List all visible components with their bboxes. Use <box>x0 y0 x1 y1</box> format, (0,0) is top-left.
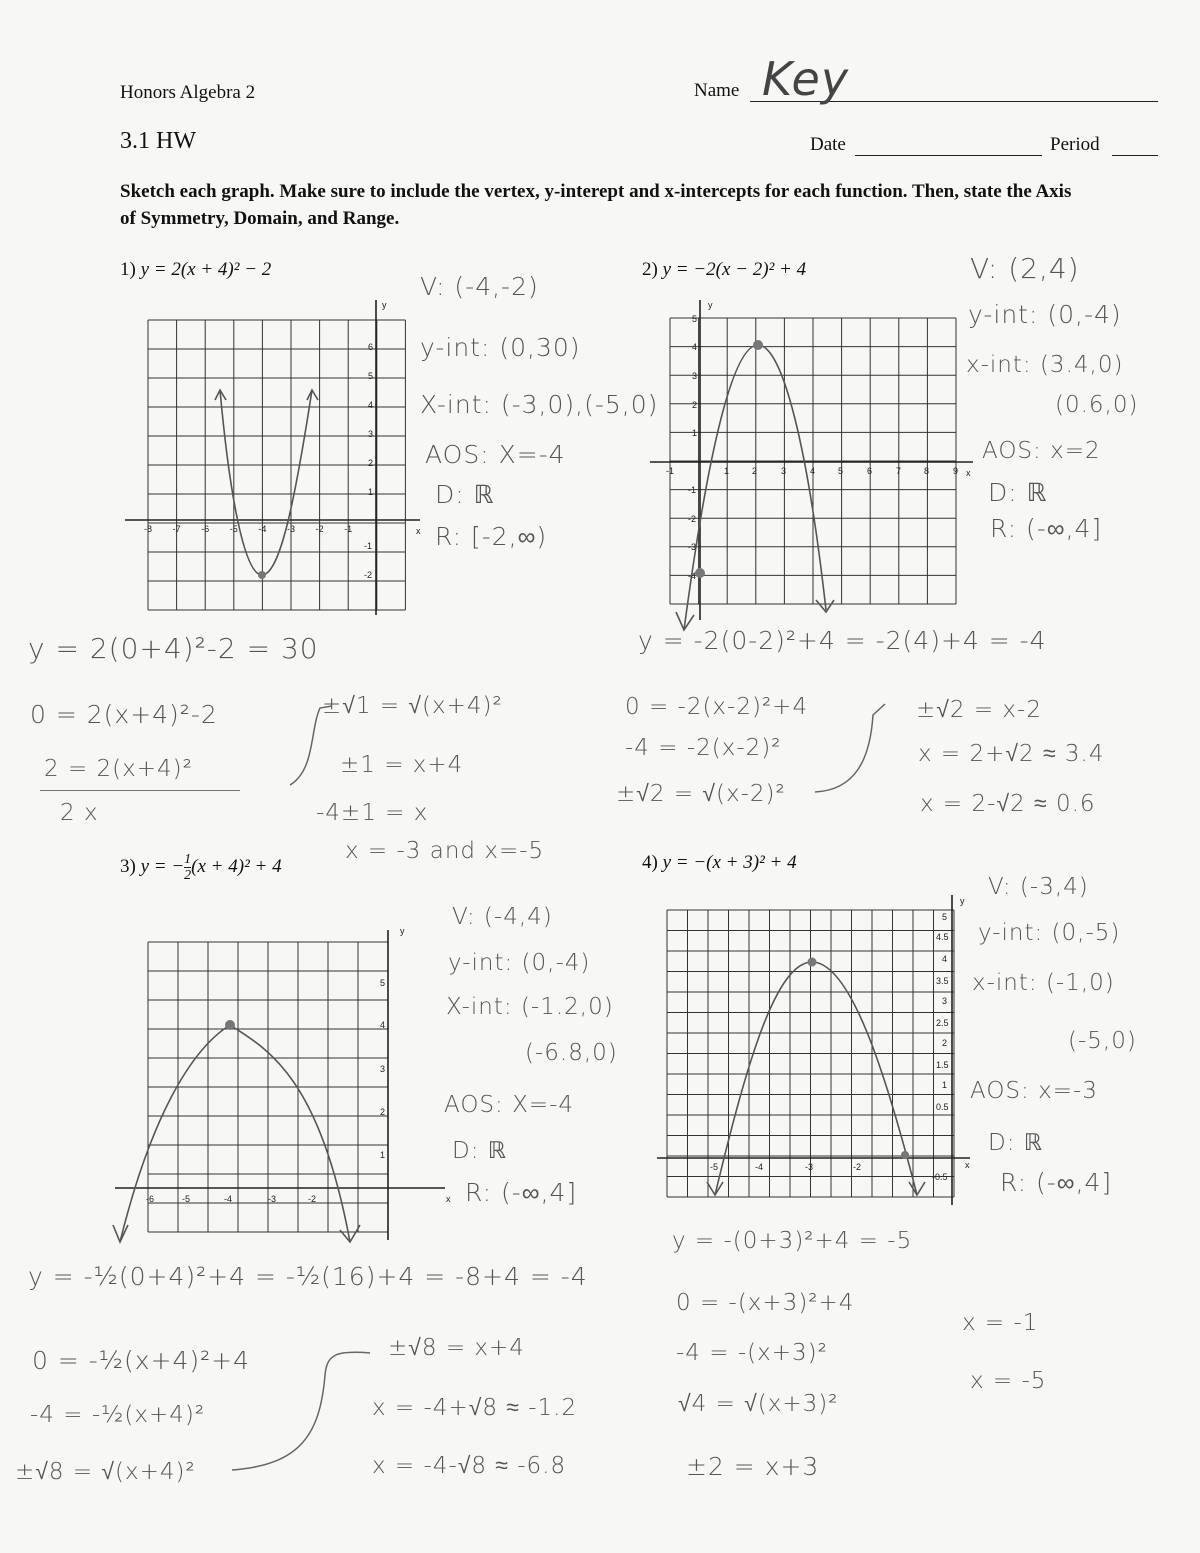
tick-label: 2 <box>942 1038 948 1048</box>
p2-x-intercept-2: (0.6,0) <box>1055 392 1139 418</box>
p4-work-0: y = -(0+3)²+4 = -5 <box>672 1228 913 1254</box>
p2-y-intercept: y-int: (0,-4) <box>968 300 1122 329</box>
problem-2-heading <box>642 259 806 281</box>
p3-domain: D: ℝ <box>452 1138 507 1164</box>
p3-axis-of-symmetry: AOS: X=-4 <box>444 1092 575 1118</box>
problem-1-heading <box>120 259 271 281</box>
instructions: Sketch each graph. Make sure to include the vertex, y-interept and x-intercepts for each function. Then, state the Axis of Symmetry, Domain, and Range. <box>120 181 1072 229</box>
tick-label: 6 <box>867 466 873 476</box>
tick-label: 1.5 <box>936 1060 949 1070</box>
p1-work-2: 2 = 2(x+4)² <box>44 756 193 782</box>
p4-work-4: ±2 = x+3 <box>686 1452 820 1481</box>
p2-work-0: y = -2(0-2)²+4 = -2(4)+4 = -4 <box>638 626 1047 655</box>
p1-work-0: y = 2(0+4)²-2 = 30 <box>28 632 319 665</box>
tick-label: 1 <box>380 1150 386 1160</box>
tick-label: 4 <box>692 342 698 352</box>
p4-work-5: x = -1 <box>962 1310 1039 1336</box>
tick-label: -5 <box>710 1162 719 1172</box>
name-label: Name <box>694 80 740 101</box>
graph-2-vertex-point <box>753 340 763 350</box>
tick-label: -2 <box>688 514 697 524</box>
graph-4-vertex-point <box>808 958 817 967</box>
tick-label: -4 <box>755 1162 764 1172</box>
tick-label: 3 <box>692 371 698 381</box>
tick-label: 2 <box>752 466 758 476</box>
problem-1-number: 1) <box>120 259 136 280</box>
p4-range: R: (-∞,4] <box>1000 1168 1113 1197</box>
tick-label: 6 <box>368 342 374 352</box>
tick-label: -2 <box>308 1194 317 1204</box>
tick-label: -6 <box>146 1194 155 1204</box>
tick-label: 3 <box>368 429 374 439</box>
tick-label: 4 <box>380 1020 386 1030</box>
period-line[interactable] <box>1112 155 1158 156</box>
p3-y-intercept: y-int: (0,-4) <box>448 950 591 976</box>
graph-2-y-label: y <box>708 300 713 310</box>
graph-2-parabola <box>684 345 826 630</box>
tick-label: -4 <box>224 1194 233 1204</box>
fraction-denominator: 2 <box>184 868 192 883</box>
tick-label: 4.5 <box>936 932 949 942</box>
graph-3-arrow-icon <box>113 1225 360 1242</box>
period-label: Period <box>1050 134 1100 155</box>
p3-work-0: y = -½(0+4)²+4 = -½(16)+4 = -8+4 = -4 <box>28 1262 588 1291</box>
tick-label: 2.5 <box>936 1018 949 1028</box>
p4-vertex: V: (-3,4) <box>988 874 1089 900</box>
graph-1 <box>120 290 420 620</box>
graph-2-grid <box>670 318 959 604</box>
problem-3-eq-pre: y = − <box>140 855 185 877</box>
graph-1-grid <box>148 320 405 610</box>
p3-work-6: x = -4-√8 ≈ -6.8 <box>372 1453 567 1479</box>
p3-range: R: (-∞,4] <box>465 1178 578 1207</box>
tick-label: 3.5 <box>936 976 949 986</box>
problem-3-number: 3) <box>120 855 136 877</box>
tick-label: -5 <box>229 524 238 534</box>
p2-work-2: -4 = -2(x-2)² <box>625 735 782 761</box>
graph-3-x-label: x <box>446 1194 451 1204</box>
problem-1-equation: y = 2(x + 4)² − 2 <box>140 259 272 280</box>
p2-work-6: x = 2-√2 ≈ 0.6 <box>920 791 1096 817</box>
tick-label: 1 <box>368 487 374 497</box>
p1-domain: D: ℝ <box>435 480 495 509</box>
graph-1-vertex-point <box>258 571 266 579</box>
tick-label: -2 <box>853 1162 862 1172</box>
tick-label: 1 <box>724 466 730 476</box>
tick-label: 5 <box>368 371 374 381</box>
p1-x-intercepts: X-int: (-3,0),(-5,0) <box>420 390 659 419</box>
tick-label: -8 <box>144 524 153 534</box>
graph-3 <box>110 920 450 1250</box>
p2-work-3: ±√2 = √(x-2)² <box>616 781 786 807</box>
p2-work-5: x = 2+√2 ≈ 3.4 <box>918 741 1105 767</box>
tick-label: 5 <box>380 978 386 988</box>
p1-work-divider <box>40 790 240 791</box>
tick-label: 5 <box>692 314 698 324</box>
p4-work-1: 0 = -(x+3)²+4 <box>676 1290 855 1316</box>
tick-label: -3 <box>805 1162 814 1172</box>
p3-work-4: ±√8 = x+4 <box>388 1335 525 1361</box>
fraction-numerator: 1 <box>184 852 192 867</box>
tick-label: 8 <box>924 466 930 476</box>
date-line[interactable] <box>855 155 1042 156</box>
graph-4-y-label: y <box>960 896 965 906</box>
tick-label: -2 <box>315 524 324 534</box>
tick-label: -7 <box>172 524 181 534</box>
p1-range: R: [-2,∞) <box>435 522 548 551</box>
graph-1-arrow-icon <box>215 390 318 400</box>
p2-vertex: V: (2,4) <box>970 252 1080 285</box>
problem-3-heading <box>120 852 282 883</box>
p4-axis-of-symmetry: AOS: x=-3 <box>970 1078 1098 1104</box>
p2-work-4: ±√2 = x-2 <box>916 697 1042 723</box>
p2-domain: D: ℝ <box>988 478 1048 507</box>
graph-3-vertex-point <box>225 1020 235 1030</box>
tick-label: 3 <box>781 466 787 476</box>
p1-work-4: ±√1 = √(x+4)² <box>322 693 503 719</box>
tick-label: -4 <box>688 571 697 581</box>
tick-label: -2 <box>364 570 373 580</box>
p1-work-5: ±1 = x+4 <box>340 752 464 778</box>
p2-arrow-icon <box>815 700 895 800</box>
graph-2-x-label: x <box>966 468 971 478</box>
tick-label: 2 <box>368 458 374 468</box>
tick-label: 2 <box>380 1107 386 1117</box>
assignment-title: 3.1 HW <box>120 128 196 154</box>
graph-3-y-label: y <box>400 926 405 936</box>
p4-work-2: -4 = -(x+3)² <box>676 1340 828 1366</box>
problem-4-equation: y = −(x + 3)² + 4 <box>662 852 797 873</box>
problem-4-number: 4) <box>642 852 658 873</box>
problem-4-heading <box>642 852 797 874</box>
p3-work-2: -4 = -½(x+4)² <box>30 1402 206 1428</box>
tick-label: 7 <box>896 466 902 476</box>
tick-label: -0.5 <box>932 1172 948 1182</box>
graph-2 <box>648 290 978 640</box>
p3-work-1: 0 = -½(x+4)²+4 <box>32 1346 251 1375</box>
tick-label: 4 <box>810 466 816 476</box>
p4-x-intercept-2: (-5,0) <box>1068 1028 1137 1054</box>
p4-work-6: x = -5 <box>970 1368 1047 1394</box>
tick-label: 5 <box>942 912 948 922</box>
p2-work-1: 0 = -2(x-2)²+4 <box>625 694 809 720</box>
p1-work-6: -4±1 = x <box>316 800 429 826</box>
p1-work-3: 2 x <box>60 800 99 826</box>
p3-work-3: ±√8 = √(x+4)² <box>15 1459 196 1485</box>
tick-label: -5 <box>182 1194 191 1204</box>
p1-vertex: V: (-4,-2) <box>420 272 539 301</box>
tick-label: 0.5 <box>936 1102 949 1112</box>
p2-range: R: (-∞,4] <box>990 514 1103 543</box>
graph-1-x-label: x <box>416 526 421 536</box>
p3-x-intercept-2: (-6.8,0) <box>525 1040 618 1066</box>
tick-label: 5 <box>838 466 844 476</box>
tick-label: -1 <box>364 541 373 551</box>
name-value: Key <box>762 52 850 106</box>
p1-arrow-icon <box>280 700 340 790</box>
graph-4-x-intercept-point <box>901 1151 909 1159</box>
tick-label: 4 <box>942 954 948 964</box>
graph-2-y-intercept-point <box>695 568 705 578</box>
tick-label: -1 <box>344 524 353 534</box>
p4-work-3: √4 = √(x+3)² <box>678 1391 839 1417</box>
date-label: Date <box>810 134 846 155</box>
p4-y-intercept: y-int: (0,-5) <box>978 920 1121 946</box>
p3-vertex: V: (-4,4) <box>452 904 553 930</box>
tick-label: 9 <box>953 466 959 476</box>
tick-label: -3 <box>287 524 296 534</box>
tick-label: 1 <box>692 428 698 438</box>
course-title: Honors Algebra 2 <box>120 82 256 103</box>
p2-x-intercept-1: x-int: (3.4,0) <box>966 352 1124 378</box>
p2-axis-of-symmetry: AOS: x=2 <box>982 438 1101 464</box>
problem-2-equation: y = −2(x − 2)² + 4 <box>662 259 807 280</box>
p3-arrow-icon <box>230 1345 380 1475</box>
p1-work-7: x = -3 and x=-5 <box>345 838 545 864</box>
tick-label: -3 <box>688 542 697 552</box>
graph-4-parabola <box>715 962 917 1195</box>
p3-x-intercept-1: X-int: (-1.2,0) <box>446 994 614 1020</box>
graph-4 <box>655 890 975 1210</box>
tick-label: -3 <box>268 1194 277 1204</box>
tick-label: -6 <box>201 524 210 534</box>
tick-label: -1 <box>688 485 697 495</box>
p1-y-intercept: y-int: (0,30) <box>420 333 581 362</box>
p1-axis-of-symmetry: AOS: X=-4 <box>425 440 566 469</box>
tick-label: -4 <box>258 524 267 534</box>
p4-x-intercept-1: x-int: (-1,0) <box>972 970 1115 996</box>
tick-label: 3 <box>942 996 948 1006</box>
tick-label: -1 <box>666 466 675 476</box>
tick-label: 2 <box>692 400 698 410</box>
problem-3-eq-post: (x + 4)² + 4 <box>191 855 282 877</box>
graph-4-x-label: x <box>965 1160 970 1170</box>
graph-1-y-label: y <box>382 300 387 310</box>
p4-domain: D: ℝ <box>988 1130 1043 1156</box>
tick-label: 3 <box>380 1064 386 1074</box>
tick-label: 1 <box>942 1080 948 1090</box>
p3-work-5: x = -4+√8 ≈ -1.2 <box>372 1395 578 1421</box>
graph-4-grid <box>667 910 954 1197</box>
problem-2-number: 2) <box>642 259 658 280</box>
p1-work-1: 0 = 2(x+4)²-2 <box>30 700 218 729</box>
tick-label: 4 <box>368 400 374 410</box>
